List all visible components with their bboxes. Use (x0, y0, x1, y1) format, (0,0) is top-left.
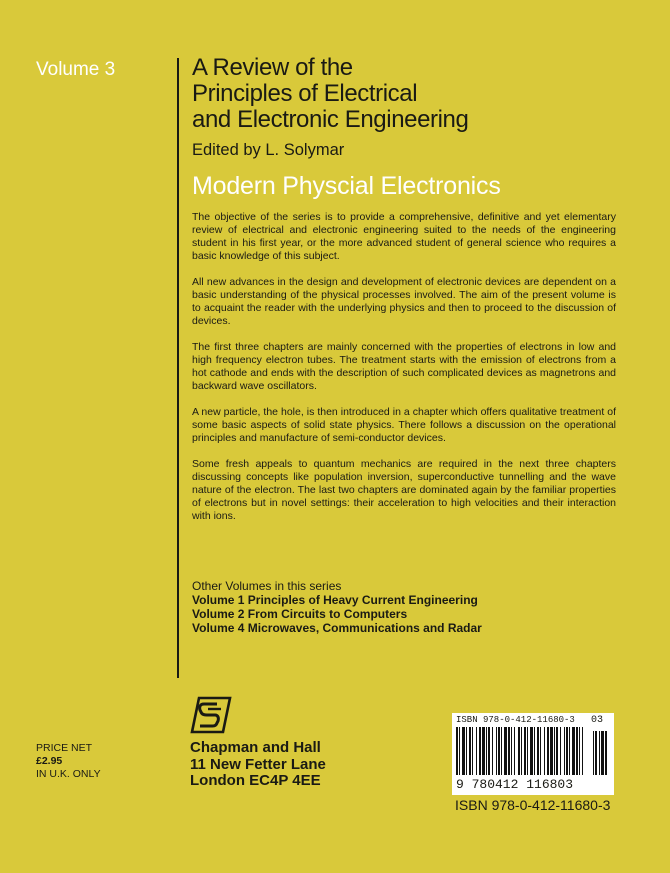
price-block (36, 742, 101, 781)
title-line: and Electronic Engineering (192, 106, 469, 133)
editor-credit: Edited by L. Solymar (192, 141, 345, 159)
series-volume: Volume 4 Microwaves, Communications and Radar (192, 621, 482, 635)
barcode-box (452, 713, 614, 795)
barcode-isbn-text: ISBN 978-0-412-11680-3 (456, 715, 575, 725)
book-title (192, 55, 652, 133)
title-line: Principles of Electrical (192, 80, 418, 107)
description-paragraph: All new advances in the design and development of electronic devices are dependent on a basic understanding of the physical processes involved. The aim of the present volume is to acquaint the reader with the underlying physics and then to proceed to the discussion of devices. (192, 276, 616, 327)
description (192, 211, 616, 536)
publisher-address (190, 740, 326, 790)
barcode-bars (456, 727, 610, 777)
series-volume: Volume 2 From Circuits to Computers (192, 607, 408, 621)
publisher-line: 11 New Fetter Lane (190, 755, 326, 773)
series-list (192, 579, 632, 635)
publisher-line: London EC4P 4EE (190, 772, 321, 789)
series-volume: Volume 1 Principles of Heavy Current Engineering (192, 593, 478, 607)
description-paragraph: Some fresh appeals to quantum mechanics are required in the next three chapters discussing concepts like population inversion, superconductive tunnelling and the wave nature of the electron. The last two chapters are dominated again by the familiar properties of electrons but in novel settings: their acceleration to high velocities and their interaction with ions. (192, 458, 616, 522)
barcode-digits: 9 780412 116803 (456, 777, 574, 792)
price-label: PRICE NET (36, 742, 93, 754)
volume-label: Volume 3 (36, 59, 116, 80)
publisher-line: Chapman and Hall (190, 739, 321, 756)
description-paragraph: The first three chapters are mainly concerned with the properties of electrons in low and high frequency electron tubes. The treatment starts with the emission of electrons from a hot cathode and ends with the description of such complicated devices as magnetrons and backward wave oscillators. (192, 341, 616, 392)
price-amount: £2.95 (36, 755, 63, 767)
barcode-addon: 03 (591, 715, 604, 726)
vertical-rule (177, 58, 179, 678)
series-heading: Other Volumes in this series (192, 579, 342, 593)
price-region: IN U.K. ONLY (36, 768, 101, 780)
title-line: A Review of the (192, 54, 353, 81)
volume-subtitle: Modern Physcial Electronics (192, 172, 501, 200)
description-paragraph: The objective of the series is to provide a comprehensive, definitive and yet elementary review of electrical and electronic engineering suited to the needs of the engineering student in his first year, or the more advanced student of general science who requires a basic knowledge of this subject. (192, 211, 616, 262)
chapman-hall-logo-icon (190, 696, 232, 734)
description-paragraph: A new particle, the hole, is then introduced in a chapter which offers qualitative treatment of some basic aspects of solid state physics. There follows a discussion on the operational principles and manufacture of semi-conductor devices. (192, 406, 616, 444)
isbn-text: ISBN 978-0-412-11680-3 (455, 797, 611, 813)
